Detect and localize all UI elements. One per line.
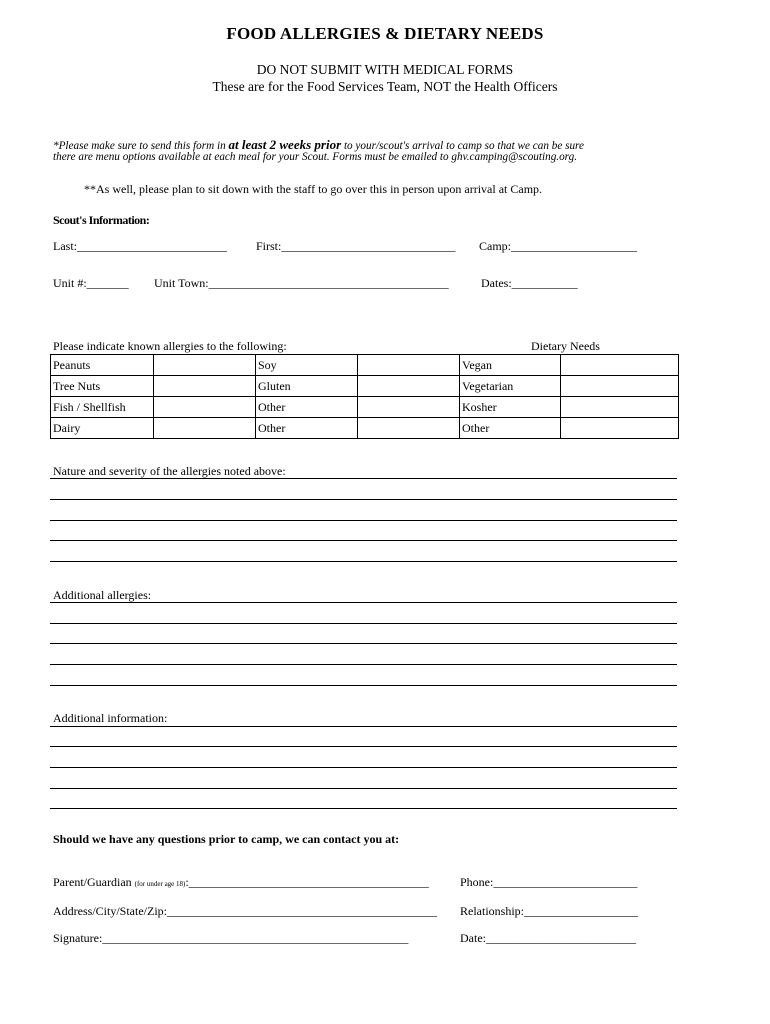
write-line[interactable]	[50, 664, 677, 665]
write-line[interactable]	[50, 520, 677, 521]
write-line[interactable]	[50, 808, 677, 809]
address-field[interactable]: Address/City/State/Zip:_____________________________________________	[53, 904, 437, 918]
last-name-field[interactable]: Last:_________________________	[53, 239, 227, 253]
write-line[interactable]	[50, 499, 677, 500]
subtitle-audience: These are for the Food Services Team, NOT the Health Officers	[212, 79, 558, 94]
notice-emphasis: at least 2 weeks prior	[228, 137, 342, 152]
allergy-prompt: Please indicate known allergies to the following:	[53, 339, 287, 353]
table-row	[51, 418, 679, 439]
diet-label: Kosher	[460, 397, 561, 418]
allergy-checkbox[interactable]	[154, 418, 256, 439]
relationship-field[interactable]: Relationship:___________________	[460, 904, 638, 918]
notice-line-2: there are menu options available at each meal for your Scout. Forms must be emailed to ghv.camping@scouting.org.	[53, 151, 578, 163]
table-row	[51, 397, 679, 418]
diet-checkbox[interactable]	[561, 418, 679, 439]
table-row	[51, 376, 679, 397]
write-line[interactable]	[50, 561, 677, 562]
allergy-checkbox[interactable]	[154, 376, 256, 397]
table-row	[51, 355, 679, 376]
allergy-checkbox[interactable]	[154, 355, 256, 376]
notice-meeting: **As well, please plan to sit down with the staff to go over this in person upon arrival at Camp.	[84, 182, 543, 196]
diet-checkbox[interactable]	[561, 397, 679, 418]
phone-field[interactable]: Phone:________________________	[460, 875, 638, 889]
additional-allergies-label: Additional allergies:	[53, 588, 152, 602]
write-line[interactable]	[50, 685, 677, 686]
allergy-label: Other	[256, 418, 358, 439]
additional-info-label: Additional information:	[53, 711, 168, 725]
diet-label: Other	[460, 418, 561, 439]
date-field[interactable]: Date:_________________________	[460, 931, 636, 945]
write-line[interactable]	[50, 540, 677, 541]
allergy-checkbox[interactable]	[358, 355, 460, 376]
allergy-label: Peanuts	[51, 355, 154, 376]
unit-number-field[interactable]: Unit #:_______	[53, 276, 129, 290]
allergy-checkbox[interactable]	[358, 418, 460, 439]
diet-checkbox[interactable]	[561, 355, 679, 376]
dietary-needs-header: Dietary Needs	[531, 339, 600, 353]
write-line[interactable]	[50, 788, 677, 789]
allergy-table	[50, 354, 679, 439]
notice-pre: *Please make sure to send this form in	[53, 140, 229, 152]
write-line[interactable]	[50, 643, 677, 644]
allergy-label: Dairy	[51, 418, 154, 439]
unit-town-field[interactable]: Unit Town:________________________________________	[154, 276, 449, 290]
parent-guardian-field[interactable]	[53, 875, 429, 890]
dates-field[interactable]: Dates:___________	[481, 276, 578, 290]
nature-severity-label: Nature and severity of the allergies noted above:	[53, 464, 286, 478]
diet-label: Vegan	[460, 355, 561, 376]
allergy-label: Tree Nuts	[51, 376, 154, 397]
diet-label: Vegetarian	[460, 376, 561, 397]
write-line[interactable]	[50, 767, 677, 768]
allergy-label: Gluten	[256, 376, 358, 397]
parent-age-note: (for under age 18)	[134, 880, 186, 888]
contact-header: Should we have any questions prior to camp, we can contact you at:	[53, 832, 400, 846]
scout-info-header: Scout's Information:	[53, 213, 150, 227]
write-line[interactable]	[50, 623, 677, 624]
subtitle-warning: DO NOT SUBMIT WITH MEDICAL FORMS	[256, 62, 514, 77]
write-line[interactable]	[50, 726, 677, 727]
write-line[interactable]	[50, 602, 677, 603]
first-name-field[interactable]: First:_____________________________	[256, 239, 456, 253]
allergy-label: Other	[256, 397, 358, 418]
allergy-checkbox[interactable]	[358, 376, 460, 397]
write-line[interactable]	[50, 746, 677, 747]
notice-post: to your/scout's arrival to camp so that we can be sure	[341, 140, 584, 152]
page-title: FOOD ALLERGIES & DIETARY NEEDS	[226, 24, 544, 43]
camp-field[interactable]: Camp:_____________________	[479, 239, 637, 253]
allergy-checkbox[interactable]	[358, 397, 460, 418]
signature-field[interactable]: Signature:___________________________________________________	[53, 931, 409, 945]
diet-checkbox[interactable]	[561, 376, 679, 397]
parent-guardian-line[interactable]: :________________________________________	[185, 875, 429, 889]
parent-guardian-label: Parent/Guardian	[53, 875, 132, 889]
allergy-label: Soy	[256, 355, 358, 376]
write-line[interactable]	[50, 478, 677, 479]
allergy-checkbox[interactable]	[154, 397, 256, 418]
allergy-label: Fish / Shellfish	[51, 397, 154, 418]
